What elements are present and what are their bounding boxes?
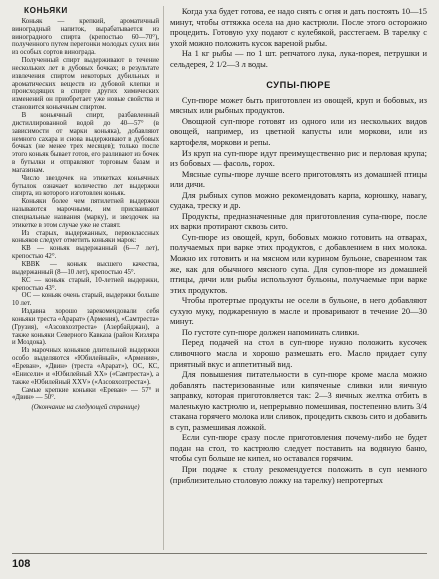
column-divider <box>163 6 164 550</box>
paragraph: Из круп на суп-пюре идут преимущественно рис и перловая крупа; из бобовых — фасоль, горох. <box>170 147 427 169</box>
paragraph: Если суп-пюре сразу после приготовления почему-либо не будет подан на стол, то кастрюлю следует поставить на водяную баню, чтобы суп больше не кипел, но оставался горячим. <box>170 432 427 464</box>
paragraph: Из старых, выдержанных, первоклассных коньяков следует отметить коньяки марок: <box>12 229 159 245</box>
paragraph: Коньяки более чем пятилетней выдержки называются марочными, им присваивают специальные названия (марку), и звездочек на этикетке в этом случае уже не ставят. <box>12 198 159 229</box>
paragraph: Когда уха будет готова, ее надо снять с огня и дать постоять 10—15 минут, чтобы оттяжка осела на дно кастрюли. После этого осторожно процедить. Готовую уху подают с кулебякой, расстегаем. В тарелку с ухой можно положить кусок вареной рыбы. <box>170 6 427 48</box>
paragraph: Продукты, предназначенные для приготовления супа-пюре, после их варки протирают сквозь сито. <box>170 210 427 232</box>
page-number: 108 <box>12 558 31 570</box>
paragraph: Число звездочек на этикетках коньячных бутылок означает количество лет выдержки спирта, из которого изготовлен коньяк. <box>12 174 159 198</box>
left-paragraphs <box>12 18 159 402</box>
paragraph: На 1 кг рыбы — по 1 шт. репчатого лука, лука-порея, петрушки и сельдерея, 2 1/2—3 л воды. <box>170 48 427 69</box>
right-intro-paragraphs <box>170 6 427 69</box>
paragraph: Из марочных коньяков длительной выдержки особо выделяются «Юбилейный», «Армения», «Ереван», «Двин» (треста «Арарат»), ОС, КС, «Енисели» и «Юбилейный XX» («Самтреста»), а также «Юбилейный XXV» («Азсовхозтреста»). <box>12 347 159 386</box>
paragraph: Овощной суп-пюре готовят из одного или из нескольких видов овощей, например, из цветной капусты или моркови, или из картофеля, моркови и репы. <box>170 115 427 148</box>
paragraph: Коньяк — крепкий, ароматичный виноградный напиток, вырабатывается из виноградного спирта (крепостью 60—70°), полученного путем перегонки молодых сухих вин из особых сортов винограда. <box>12 17 159 57</box>
paragraph: Чтобы протертые продукты не осели в бульоне, в него добавляют сухую муку, поджаренную в масле и проваривают в течение 20—30 минут. <box>170 295 427 327</box>
left-column <box>12 6 159 412</box>
right-paragraphs <box>170 95 427 485</box>
paragraph: По густоте суп-пюре должен напоминать сливки. <box>181 326 360 337</box>
paragraph: КС — коньяк старый, 10-летней выдержки, крепостью 43°. <box>12 276 159 292</box>
paragraph: В коньячный спирт, разбавленный дистиллированной водой до 40—57° (в зависимости от марки коньяка), добавляют немного сахара и снова выдерживают в дубовых бочках (не менее трех месяцев); только после этого коньяк бывает готов, его разливают из бочек в бутылки и отправляют торговым базам и магазинам. <box>12 111 159 174</box>
section-heading-cognacs: КОНЬЯКИ <box>24 6 68 15</box>
footer-rule <box>12 553 427 554</box>
section-heading-puree-soups: СУПЫ-ПЮРЕ <box>266 80 331 91</box>
paragraph: Мясные супы-пюре лучше всего приготовлять из домашней птицы или дичи. <box>170 168 427 190</box>
paragraph: Для рыбных супов можно рекомендовать карпа, корюшку, навагу, судака, треску и др. <box>170 189 427 211</box>
paragraph: Полученный спирт выдерживают в течение нескольких лет в дубовых бочках; в результате извлечения спиртом некоторых дубильных и ароматических веществ из дубовой клепки и происходящих в спирте других химических изменений он приобретает уже новые свойства и становится коньячным спиртом. <box>12 57 159 112</box>
paragraph: КВВК — коньяк высшего качества, выдержанный (8—10 лет), крепостью 45°. <box>12 261 159 276</box>
paragraph: Суп-пюре может быть приготовлен из овощей, круп и бобовых, из мясных или рыбных продуктов. <box>170 94 427 116</box>
paragraph: Суп-пюре из овощей, круп, бобовых можно готовить на отварах, получаемых при варке этих продуктов, с добавлением в них молока. Можно их готовить и на мясном или курином бульоне, сваренном так же, как для обычного мясного супа. Для супов-пюре из домашней птицы, дичи или рыбы используют бульоны, получаемые при варке этих продуктов. <box>170 231 427 295</box>
paragraph: ОС — коньяк очень старый, выдержки больше 10 лет. <box>12 292 159 308</box>
paragraph: Перед подачей на стол в суп-пюре нужно положить кусочек сливочного масла и хорошо размешать его. Масло придает супу приятный вкус и аппетитный вид. <box>170 337 427 369</box>
paragraph: Для повышения питательности в суп-пюре кроме масла можно добавлять пастеризованные или кипяченые сливки или яичную заправку, которая приготовляется так: 2—3 яичных желтка отбить в маленькую кастрюлю и, непрерывно помешивая, постепенно влить 3/4 стакана горячего молока или сливок, процедить сквозь сито и добавить в суп, размешивая ложкой. <box>170 369 427 432</box>
paragraph: При подаче к столу рекомендуется положить в суп немного (приблизительно столовую ложку на тарелку) непротертых <box>170 463 427 485</box>
paragraph: КВ — коньяк выдержанный (6—7 лет), крепостью 42°. <box>12 245 159 261</box>
continuation-note: (Окончание на следующей странице) <box>31 404 140 412</box>
paragraph: Самые крепкие коньяки «Ереван» — 57° и «Двин» — 50°. <box>12 386 159 402</box>
paragraph: Издавна хорошо зарекомендовали себя коньяки треста «Арарат» (Армения), «Самтреста» (Грузия), «Азсовхозтреста» (Азербайджан), а также коньяки Северного Кавказа (район Кизляра и Моздока). <box>12 308 159 347</box>
right-column <box>170 6 427 485</box>
